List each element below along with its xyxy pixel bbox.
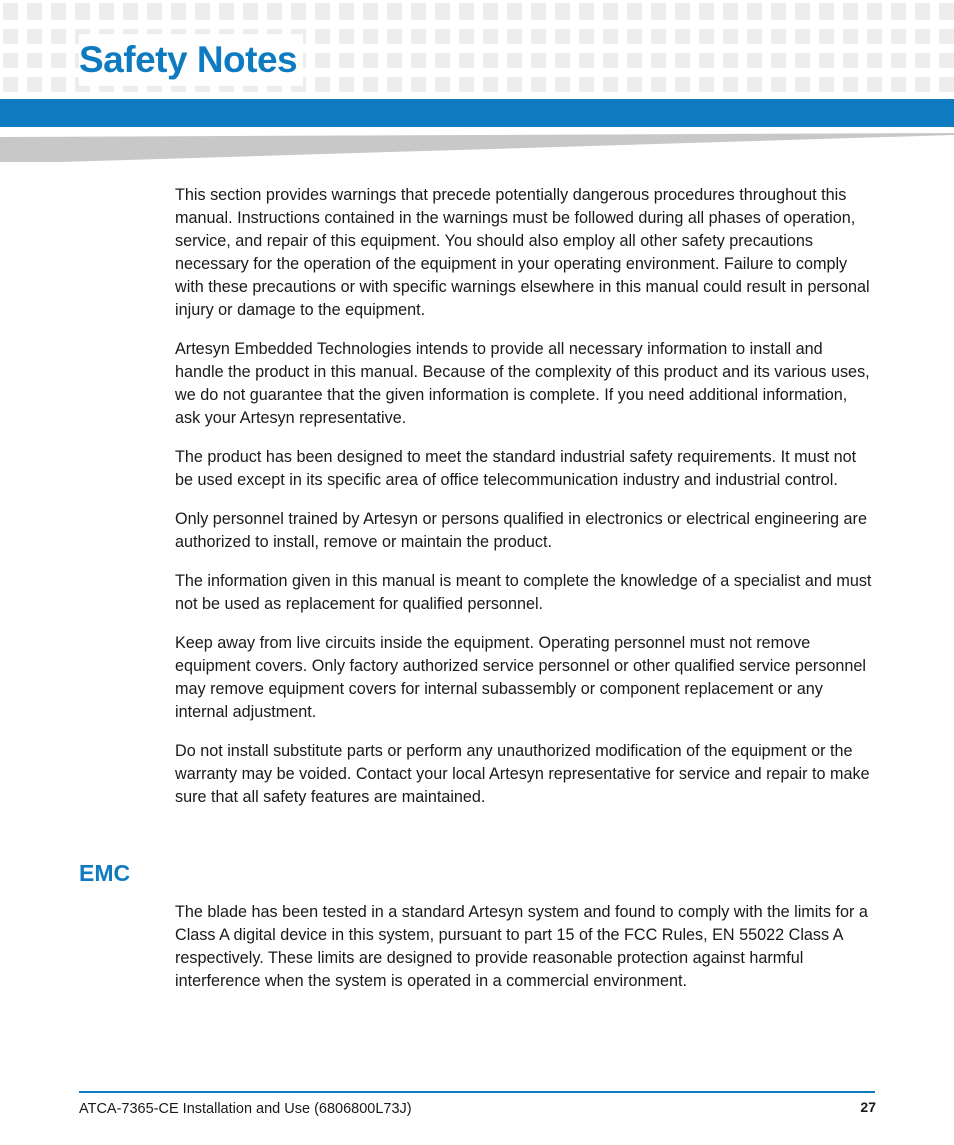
paragraph-personnel: Only personnel trained by Artesyn or persons qualified in electronics or electrical engineering are authorized to install, remove or maintain the product. — [175, 510, 867, 551]
paragraph-intro: This section provides warnings that precede potentially dangerous procedures throughout this manual. Instructions contained in the warnings must be followed during all phases of operation, service, and repair of this equipment. You should also employ all other safety precautions necessary for the operation of the equipment in your operating environment. Failure to comply with these precautions or with specific warnings elsewhere in this manual could result in personal injury or damage to the equipment. — [175, 186, 870, 319]
header-blue-band — [0, 99, 954, 127]
header-grey-swoosh — [0, 133, 954, 163]
footer-rule — [79, 1091, 875, 1093]
paragraph-specialist: The information given in this manual is meant to complete the knowledge of a specialist and must not be used as replacement for qualified personnel. — [175, 572, 872, 613]
paragraph-information: Artesyn Embedded Technologies intends to provide all necessary information to install and handle the product in this manual. Because of the complexity of this product and its various uses, we do not guarantee that the given information is complete. If you need additional information, ask your Artesyn representative. — [175, 340, 870, 427]
section-heading-emc: EMC — [79, 860, 131, 886]
paragraph-live-circuits: Keep away from live circuits inside the equipment. Operating personnel must not remove equipment covers. Only factory authorized service personnel or other qualified service personnel may remove equipment covers for internal subassembly or component replacement or any internal adjustment. — [175, 634, 867, 721]
footer-document-title: ATCA-7365-CE Installation and Use (6806800L73J) — [79, 1101, 412, 1117]
safety-notes-body — [175, 184, 875, 825]
emc-body — [175, 901, 875, 993]
paragraph-emc: The blade has been tested in a standard Artesyn system and found to comply with the limits for a Class A digital device in this system, pursuant to part 15 of the FCC Rules, EN 55022 Class A respectively. These limits are designed to provide reasonable protection against harmful interference when the system is operated in a commercial environment. — [175, 903, 868, 990]
page-title: Safety Notes — [79, 34, 303, 86]
paragraph-substitute-parts: Do not install substitute parts or perform any unauthorized modification of the equipment or the warranty may be voided. Contact your local Artesyn representative for service and repair to make sure that all safety features are maintained. — [175, 742, 870, 806]
paragraph-safety-requirements: The product has been designed to meet the standard industrial safety requirements. It must not be used except in its specific area of office telecommunication industry and industrial control. — [175, 448, 857, 489]
footer-page-number: 27 — [860, 1099, 876, 1115]
